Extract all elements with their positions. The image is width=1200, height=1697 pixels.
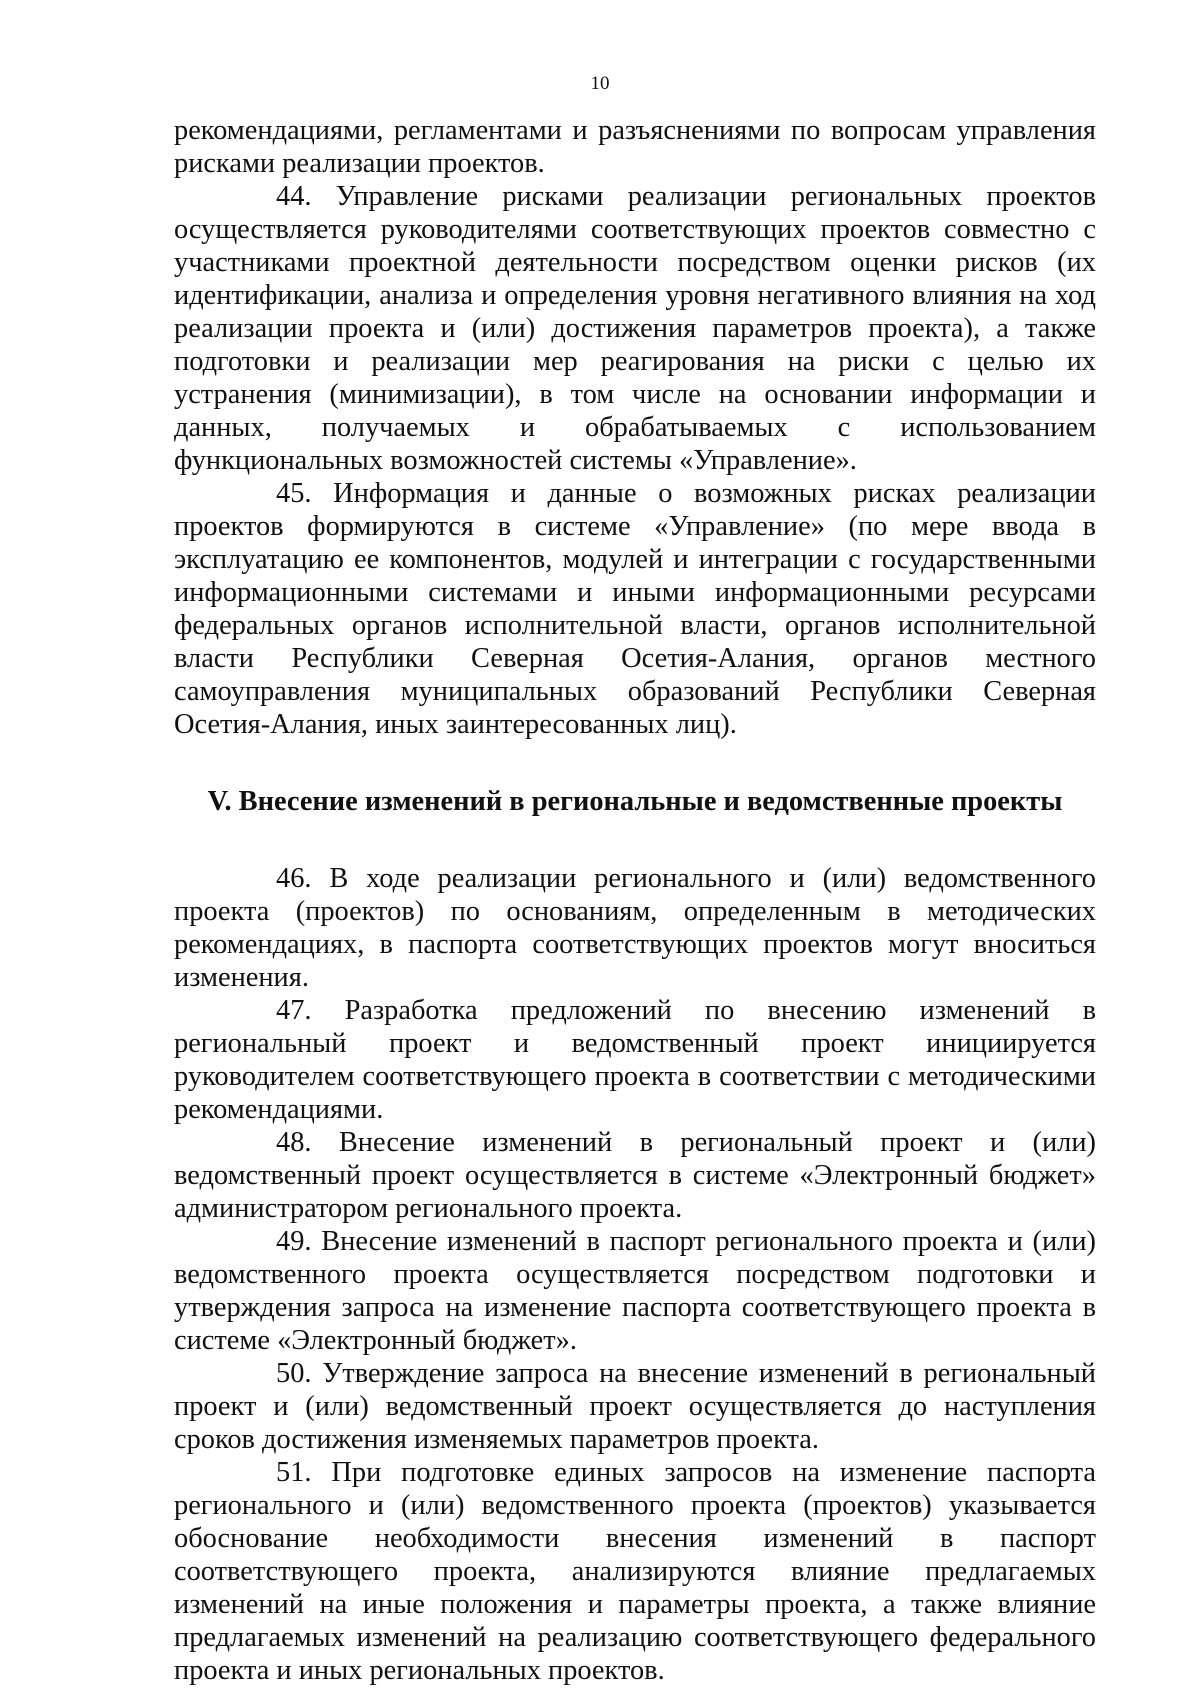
paragraph-46: 46. В ходе реализации регионального и (или) ведомственного проекта (проектов) по основаниям, определенным в методических рекомендациях, в паспорта соответствующих проектов могут вноситься изменения. [174,863,1096,993]
paragraph-44: 44. Управление рисками реализации региональных проектов осуществляется руководителями соответствующих проектов совместно с участниками проектной деятельности посредством оценки рисков (их идентификации, анализа и определения уровня негативного влияния на ход реализации проекта и (или) достижения параметров проекта), а также подготовки и реализации мер реагирования на риски с целью их устранения (минимизации), в том числе на основании информации и данных, получаемых и обрабатываемых с использованием функциональных возможностей системы «Управление». [174,181,1096,476]
document-body [174,114,1096,1687]
paragraph-49: 49. Внесение изменений в паспорт регионального проекта и (или) ведомственного проекта осуществляется посредством подготовки и утверждения запроса на изменение паспорта соответствующего проекта в системе «Электронный бюджет». [174,1226,1096,1356]
paragraph-continuation: рекомендациями, регламентами и разъяснениями по вопросам управления рисками реализации проектов. [174,115,1096,179]
paragraph-45: 45. Информация и данные о возможных рисках реализации проектов формируются в системе «Управление» (по мере ввода в эксплуатацию ее компонентов, модулей и интеграции с государственными информационными системами и иными информационными ресурсами федеральных органов исполнительной власти, органов исполнительной власти Республики Северная Осетия-Алания, органов местного самоуправления муниципальных образований Республики Северная Осетия-Алания, иных заинтересованных лиц). [174,478,1096,740]
paragraph-47: 47. Разработка предложений по внесению изменений в региональный проект и ведомственный проект инициируется руководителем соответствующего проекта в соответствии с методическими рекомендациями. [174,995,1096,1125]
paragraph-48: 48. Внесение изменений в региональный проект и (или) ведомственный проект осуществляется в системе «Электронный бюджет» администратором регионального проекта. [174,1127,1096,1224]
paragraph-50: 50. Утверждение запроса на внесение изменений в региональный проект и (или) ведомственный проект осуществляется до наступления сроков достижения изменяемых параметров проекта. [174,1358,1096,1455]
section-heading: V. Внесение изменений в региональные и ведомственные проекты [207,786,1063,817]
paragraph-51: 51. При подготовке единых запросов на изменение паспорта регионального и (или) ведомственного проекта (проектов) указывается обоснование необходимости внесения изменений в паспорт соответствующего проекта, анализируются влияние предлагаемых изменений на иные положения и параметры проекта, а также влияние предлагаемых изменений на реализацию соответствующего федерального проекта и иных региональных проектов. [174,1457,1096,1686]
page-number: 10 [590,73,610,94]
